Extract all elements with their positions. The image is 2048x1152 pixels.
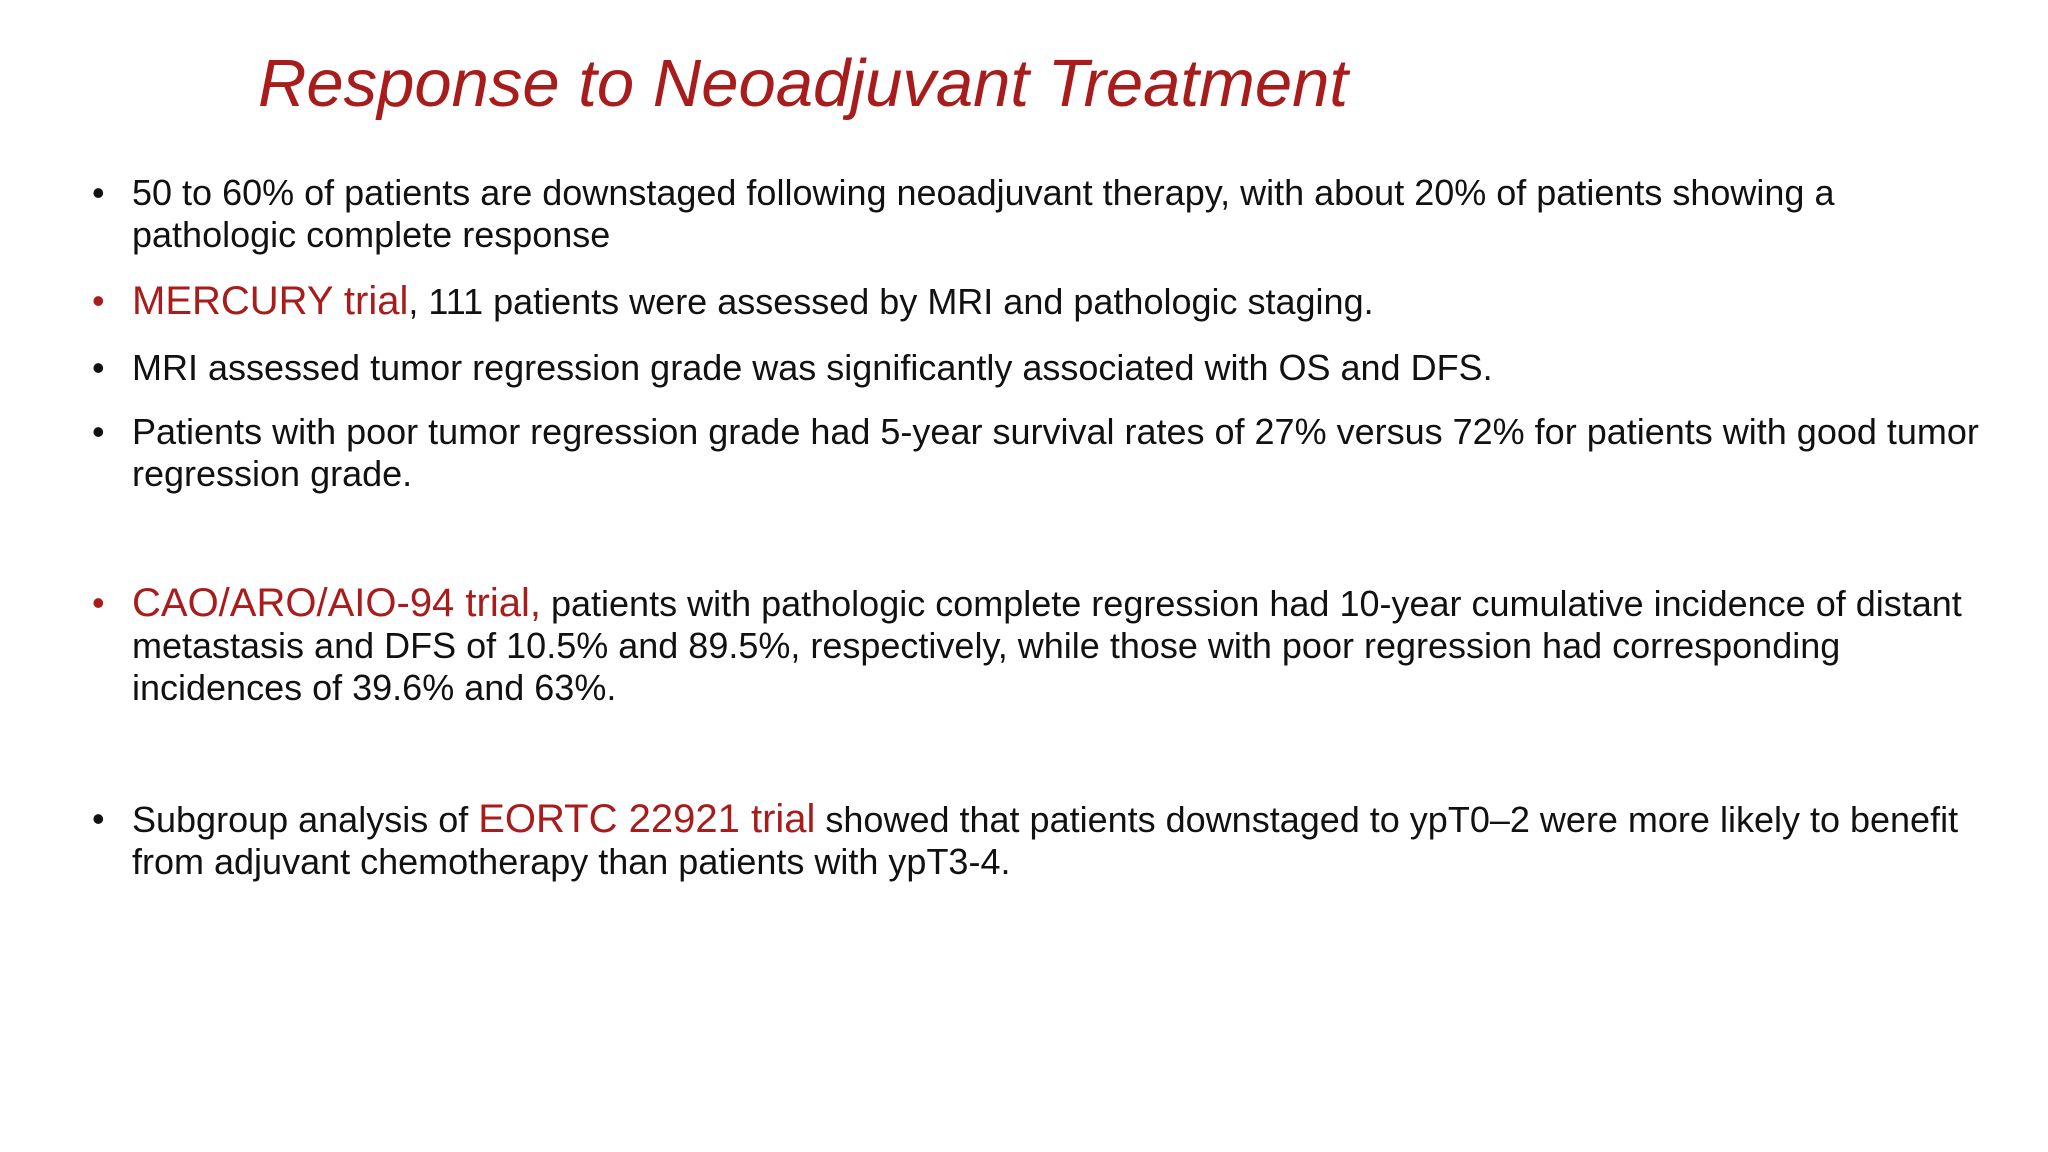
- bullet-point-icon: •: [92, 172, 105, 213]
- bullet-body-text: MRI assessed tumor regression grade was significantly associated with OS and DFS.: [132, 347, 1493, 388]
- bullet-body-text: , 111 patients were assessed by MRI and pathologic staging.: [408, 281, 1374, 322]
- bullet-point-icon: •: [92, 582, 105, 623]
- bullet-text: [132, 582, 1992, 709]
- bullet-point-icon: •: [92, 280, 105, 321]
- bullet-point-icon: •: [92, 411, 105, 452]
- bullet-text: [132, 280, 1992, 323]
- bullet-point-icon: •: [92, 347, 105, 388]
- bullet-text: [132, 172, 1992, 256]
- bullet-item: [92, 411, 1992, 495]
- bullet-point-icon: •: [92, 798, 105, 839]
- bullet-body-text: patients with pathologic complete regression had 10-year cumulative incidence of distant metastasis and DFS of 10.5% and 89.5%, respectively, while those with poor regression had corresponding incidences of 39.6% and 63%.: [132, 583, 1962, 708]
- bullet-item: [92, 280, 1992, 323]
- bullet-body-text: Patients with poor tumor regression grade had 5-year survival rates of 27% versus 72% for patients with good tumor regression grade.: [132, 411, 1979, 494]
- bullet-item: [92, 582, 1992, 709]
- bullet-body-text: 50 to 60% of patients are downstaged following neoadjuvant therapy, with about 20% of patients showing a pathologic complete response: [132, 172, 1835, 255]
- trial-name-highlight: EORTC 22921 trial: [478, 797, 816, 841]
- bullet-item: [92, 798, 1992, 883]
- bullet-prefix-text: Subgroup analysis of: [132, 799, 479, 840]
- slide-title: Response to Neoadjuvant Treatment: [258, 46, 1348, 121]
- trial-name-highlight: CAO/ARO/AIO-94 trial,: [132, 581, 541, 625]
- trial-name-highlight: MERCURY trial: [132, 279, 409, 323]
- bullet-item: [92, 347, 1992, 389]
- bullet-text: [132, 798, 1992, 883]
- bullet-text: [132, 411, 1992, 495]
- bullet-body-text: showed that patients downstaged to ypT0–2 were more likely to benefit from adjuvant chemotherapy than patients with ypT3-4.: [132, 799, 1959, 882]
- bullet-item: [92, 172, 1992, 256]
- bullet-text: [132, 347, 1992, 389]
